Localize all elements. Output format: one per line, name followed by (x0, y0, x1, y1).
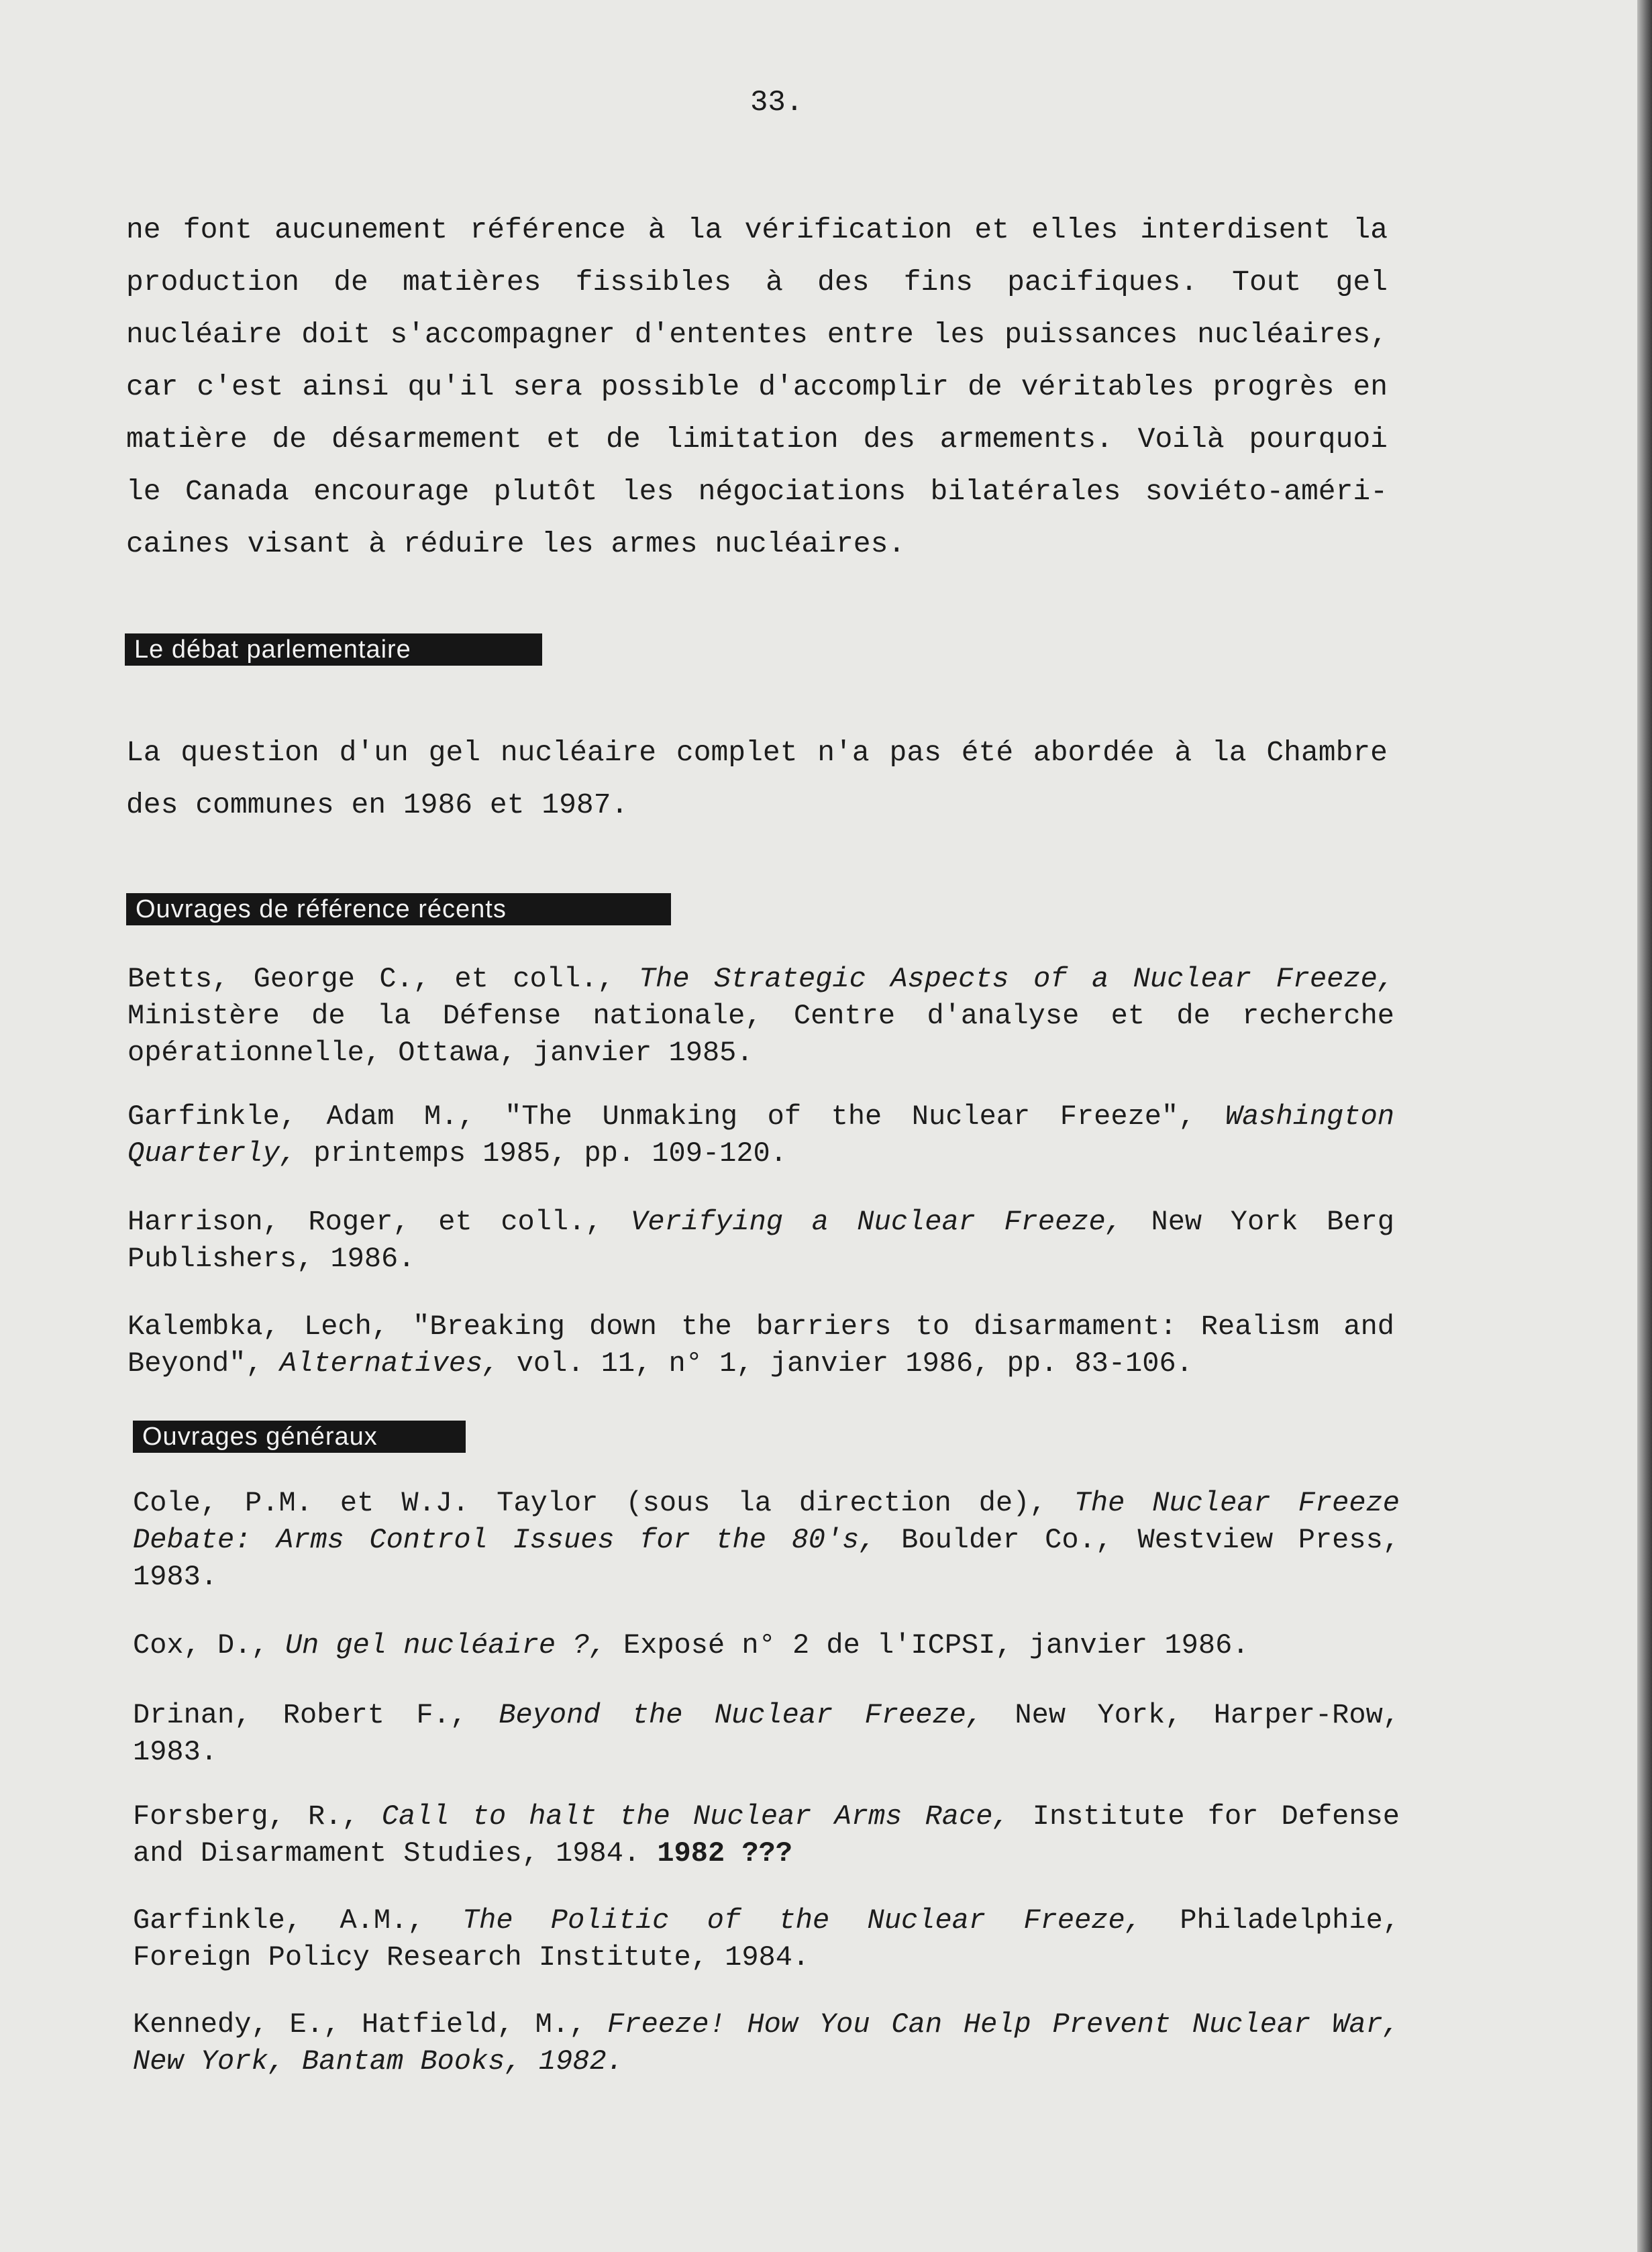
reference-entry: Betts, George C., et coll., The Strategic Aspects of a Nuclear Freeze, Ministère de la Défense nationale, Centre d'analyse et de recherche opérationnelle, Ottawa, janvier 1985. (127, 963, 1394, 1069)
reference-entry: Kennedy, E., Hatfield, M., Freeze! How You Can Help Prevent Nuclear War, New York, Bantam Books, 1982. (133, 2008, 1400, 2078)
reference-title: Washington (1225, 1101, 1394, 1133)
paragraph-line: ne font aucunement référence à la vérification et elles interdisent la (126, 213, 1388, 246)
paragraph-line: production de matières fissibles à des fins pacifiques. Tout gel (126, 266, 1388, 299)
reference-title: The Nuclear Freeze (1074, 1487, 1400, 1519)
reference-entry: Drinan, Robert F., Beyond the Nuclear Freeze, New York, Harper-Row, 1983. (133, 1699, 1400, 1768)
reference-title: The Strategic Aspects of a Nuclear Freeze, (638, 963, 1394, 995)
reference-entry: Cox, D., Un gel nucléaire ?, Exposé n° 2 de l'ICPSI, janvier 1986. (133, 1629, 1249, 1661)
section-heading-debate: Le débat parlementaire (125, 633, 542, 666)
paragraph-line: matière de désarmement et de limitation des armements. Voilà pourquoi (126, 423, 1388, 456)
paragraph-line: des communes en 1986 et 1987. (126, 788, 629, 821)
reference-title: Freeze! How You Can Help Prevent Nuclear War, (607, 2008, 1400, 2041)
paragraph-line: nucléaire doit s'accompagner d'ententes entre les puissances nucléaires, (126, 318, 1388, 351)
reference-title: Beyond the Nuclear Freeze, (499, 1699, 984, 1731)
paragraph-line: le Canada encourage plutôt les négociations bilatérales soviéto-améri- (126, 475, 1388, 508)
reference-title: Alternatives, (279, 1347, 500, 1380)
reference-entry: Cole, P.M. et W.J. Taylor (sous la direction de), The Nuclear Freeze Debate: Arms Control Issues for the 80's, Boulder Co., Westview Press, 1983. (133, 1487, 1400, 1593)
section-heading-recent-references: Ouvrages de référence récents (126, 893, 671, 925)
reference-title: Call to halt the Nuclear Arms Race, (381, 1800, 1010, 1833)
reference-title: New York, Bantam Books, 1982. (133, 2045, 623, 2078)
reference-title: The Politic of the Nuclear Freeze, (462, 1904, 1142, 1937)
reference-title: Debate: Arms Control Issues for the 80's, (133, 1524, 876, 1556)
reference-entry: Harrison, Roger, et coll., Verifying a Nuclear Freeze, New York Berg Publishers, 1986. (127, 1206, 1394, 1275)
reference-entry: Forsberg, R., Call to halt the Nuclear Arms Race, Institute for Defense and Disarmament Studies, 1984. 1982 ??? (133, 1800, 1400, 1870)
reference-title: Quarterly, (127, 1137, 297, 1170)
scanner-page-edge (1637, 0, 1652, 2252)
intro-paragraph (126, 204, 1388, 570)
reference-entry: Kalembka, Lech, "Breaking down the barriers to disarmament: Realism and Beyond", Alternatives, vol. 11, n° 1, janvier 1986, pp. 83-106. (127, 1311, 1394, 1380)
section-heading-general-works: Ouvrages généraux (133, 1421, 466, 1453)
reference-title: Verifying a Nuclear Freeze, (631, 1206, 1123, 1238)
page-number: 33. (750, 86, 804, 119)
handwritten-query-note: 1982 ??? (657, 1837, 792, 1870)
reference-entry: Garfinkle, A.M., The Politic of the Nuclear Freeze, Philadelphie, Foreign Policy Research Institute, 1984. (133, 1904, 1400, 1974)
reference-title: Un gel nucléaire ?, (285, 1629, 607, 1661)
paragraph-line: La question d'un gel nucléaire complet n'a pas été abordée à la Chambre (126, 736, 1388, 769)
paragraph-line: caines visant à réduire les armes nucléaires. (126, 527, 906, 560)
paragraph-line: car c'est ainsi qu'il sera possible d'accomplir de véritables progrès en (126, 370, 1388, 403)
reference-entry: Garfinkle, Adam M., "The Unmaking of the Nuclear Freeze", Washington Quarterly, printemps 1985, pp. 109-120. (127, 1101, 1394, 1170)
debate-paragraph (126, 727, 1388, 831)
